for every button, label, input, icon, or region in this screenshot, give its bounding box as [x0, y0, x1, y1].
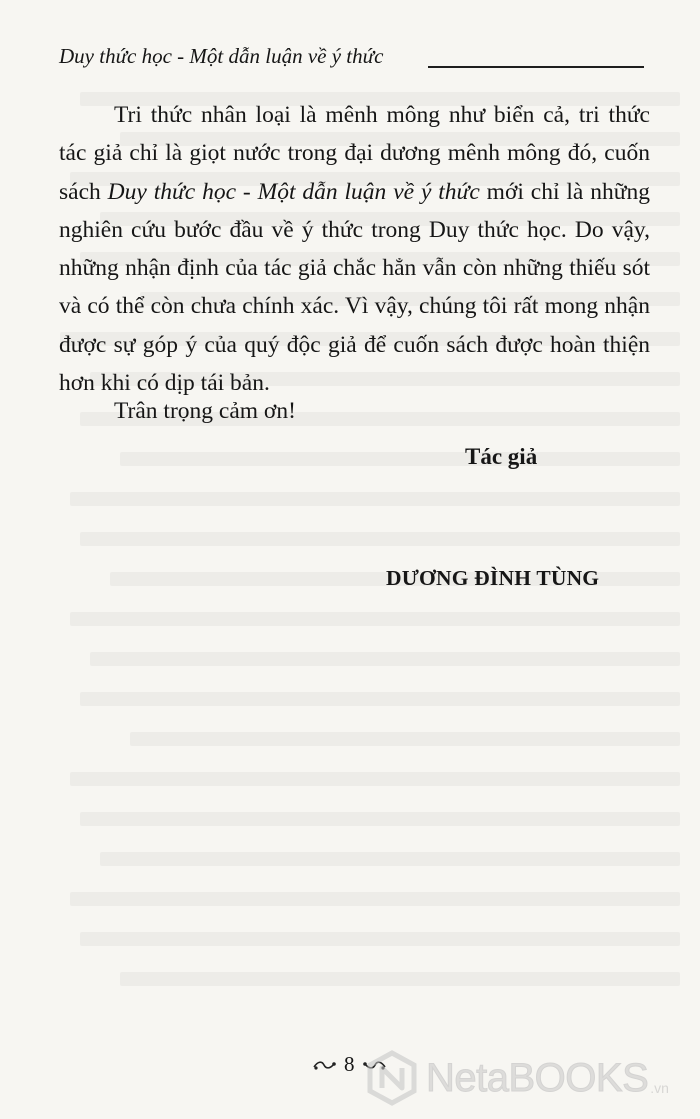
running-header-title: Duy thức học - Một dẫn luận về ý thức — [59, 44, 384, 68]
body-paragraph — [59, 96, 650, 402]
book-title-italic: Duy thức học - Một dẫn luận về ý thức — [107, 178, 480, 205]
ornament-left-icon — [312, 1058, 338, 1072]
body-text-part-1: Tri thức nhân loại là mênh mông như biển cả, tri thức tác giả chỉ là giọt nước trong đại dương mênh mông đó, cuốn sách — [59, 102, 650, 205]
watermark-brand: NetaBOOKS — [426, 1055, 649, 1100]
author-name: DƯƠNG ĐÌNH TÙNG — [386, 566, 600, 590]
header-rule — [428, 66, 644, 68]
netabooks-watermark — [364, 1050, 669, 1106]
body-text-part-2: mới chỉ là những nghiên cứu bước đầu về ý thức trong Duy thức học. Do vậy, những nhận định của tác giả chắc hẳn vẫn còn những thiếu sót và có thể còn chưa chính xác. Vì vậy, chúng tôi rất mong nhận được sự góp ý của quý độc giả để cuốn sách được hoàn thiện hơn khi có dịp tái bản. — [59, 178, 650, 397]
page-number: 8 — [344, 1052, 355, 1076]
closing-thanks: Trân trọng cảm ơn! — [114, 398, 296, 424]
author-label: Tác giả — [465, 444, 538, 469]
watermark-suffix: .vn — [650, 1080, 669, 1096]
neta-logo-icon — [364, 1050, 420, 1106]
